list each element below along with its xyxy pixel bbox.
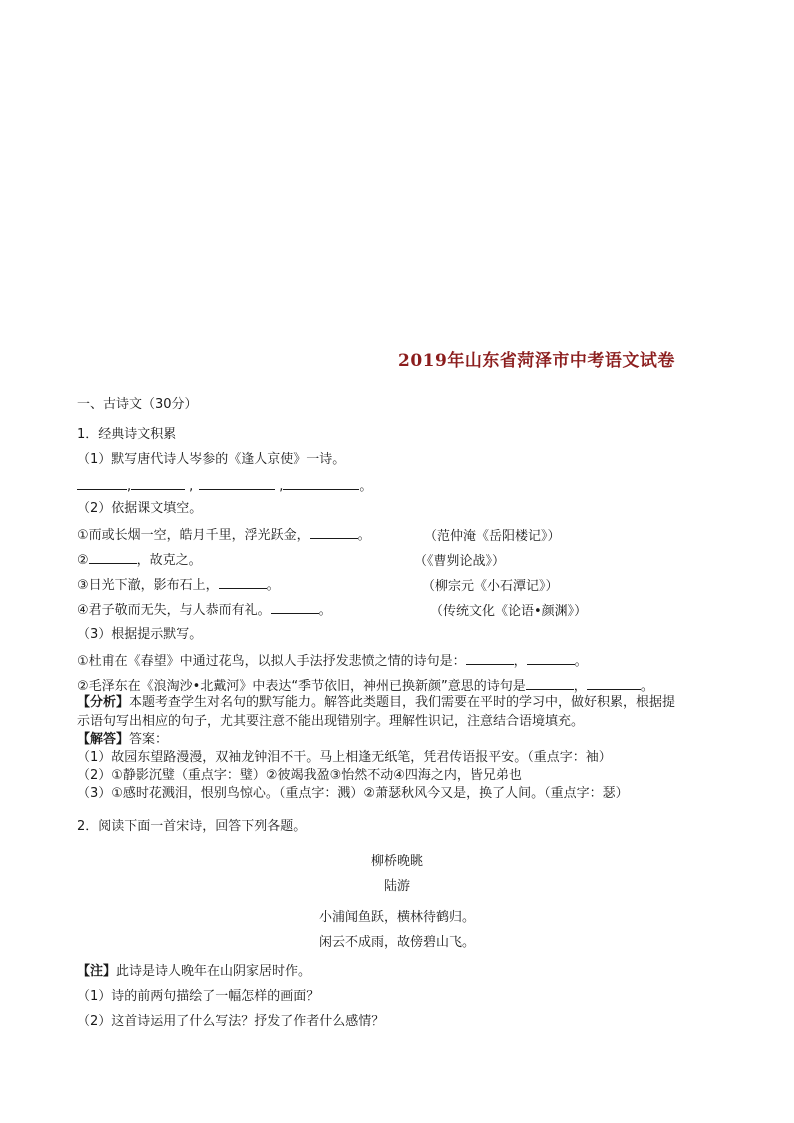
poem-line-2: 闲云不成雨，故傍碧山飞。 [318, 935, 475, 950]
q1-part3-prompt: （3）根据提示默写。 [77, 627, 203, 642]
q2-question-2: （2）这首诗运用了什么写法？抒发了作者什么感情？ [77, 1014, 385, 1029]
page-title: 2019年山东省菏泽市中考语文试卷 [398, 351, 675, 371]
answer-heading: 【解答】答案： [77, 732, 169, 747]
answer-blank[interactable] [587, 676, 641, 690]
fill-item-3-source: （柳宗元《小石潭记》） [422, 579, 559, 594]
answer-label: 【解答】 [77, 732, 130, 747]
q2-question-1: （1）诗的前两句描绘了一幅怎样的画面？ [77, 989, 320, 1004]
prompt-item-2: ②毛泽东在《浪淘沙•北戴河》中表达“季节依旧，神州已换新颜”意思的诗句是 ， 。 [77, 676, 654, 696]
fill-item-1-source: （范仲淹《岳阳楼记》） [424, 529, 561, 544]
prompt-item-1: ①杜甫在《春望》中通过花鸟，以拟人手法抒发悲愤之情的诗句是： ， 。 [77, 651, 588, 671]
comma: , [127, 479, 132, 494]
poem-author: 陆游 [383, 879, 410, 894]
answer-blank[interactable] [77, 476, 127, 490]
fill-item-4: ④君子敬而无失，与人恭而有礼。 。 [77, 600, 332, 620]
answer-line-2: （2）①静影沉璧（重点字：璧）②彼竭我盈③怡然不动④四海之内，皆兄弟也 [77, 768, 522, 783]
answer-blank[interactable] [199, 476, 275, 490]
answer-blank[interactable] [271, 600, 319, 614]
answer-blank[interactable] [526, 676, 574, 690]
q1-part1-blanks [77, 476, 372, 496]
question-2-heading: 2．阅读下面一首宋诗，回答下列各题。 [77, 819, 307, 834]
answer-blank[interactable] [283, 476, 359, 490]
answer-blank[interactable] [527, 651, 575, 665]
section-heading: 一、古诗文（30分） [77, 397, 198, 412]
answer-blank[interactable] [131, 476, 185, 490]
analysis-line-1: 【分析】本题考查学生对名句的默写能力。解答此类题目，我们需要在平时的学习中，做好积累，根据提 [77, 695, 676, 710]
fill-item-2: ② ，故克之。 [77, 550, 202, 570]
answer-line-1: （1）故园东望路漫漫，双袖龙钟泪不干。马上相逢无纸笔，凭君传语报平安。（重点字：袖） [77, 750, 612, 765]
analysis-label: 【分析】 [77, 695, 130, 710]
q1-part1-prompt: （1）默写唐代诗人岑参的《逢人京使》一诗。 [77, 452, 346, 467]
answer-blank[interactable] [310, 525, 358, 539]
fill-item-3: ③日光下澈，影布石上， 。 [77, 575, 280, 595]
note-label: 【注】 [77, 964, 117, 979]
fill-item-1: ①而或长烟一空，皓月千里，浮光跃金， 。 [77, 525, 371, 545]
fill-item-2-source: （《曹刿论战》） [414, 554, 506, 569]
answer-blank[interactable] [466, 651, 514, 665]
analysis-line-2: 示语句写出相应的句子，尤其要注意不能出现错别字。理解性识记，注意结合语境填充。 [77, 714, 585, 729]
q1-part2-prompt: （2）依据课文填空。 [77, 501, 203, 516]
answer-blank[interactable] [219, 575, 267, 589]
answer-blank[interactable] [89, 550, 137, 564]
answer-line-3: （3）①感时花溅泪，恨别鸟惊心。（重点字：溅）②萧瑟秋风今又是，换了人间。（重点字：瑟） [77, 786, 629, 801]
comma: , [279, 479, 284, 494]
poem-note: 【注】此诗是诗人晚年在山阴家居时作。 [77, 964, 312, 979]
period: 。 [359, 479, 373, 494]
comma: , [189, 479, 194, 494]
fill-item-4-source: （传统文化《论语•颜渊》） [430, 604, 588, 619]
poem-line-1: 小浦闻鱼跃，横林待鹤归。 [318, 910, 475, 925]
poem-title: 柳桥晚眺 [370, 854, 423, 869]
question-1-heading: 1．经典诗文积累 [77, 427, 177, 442]
